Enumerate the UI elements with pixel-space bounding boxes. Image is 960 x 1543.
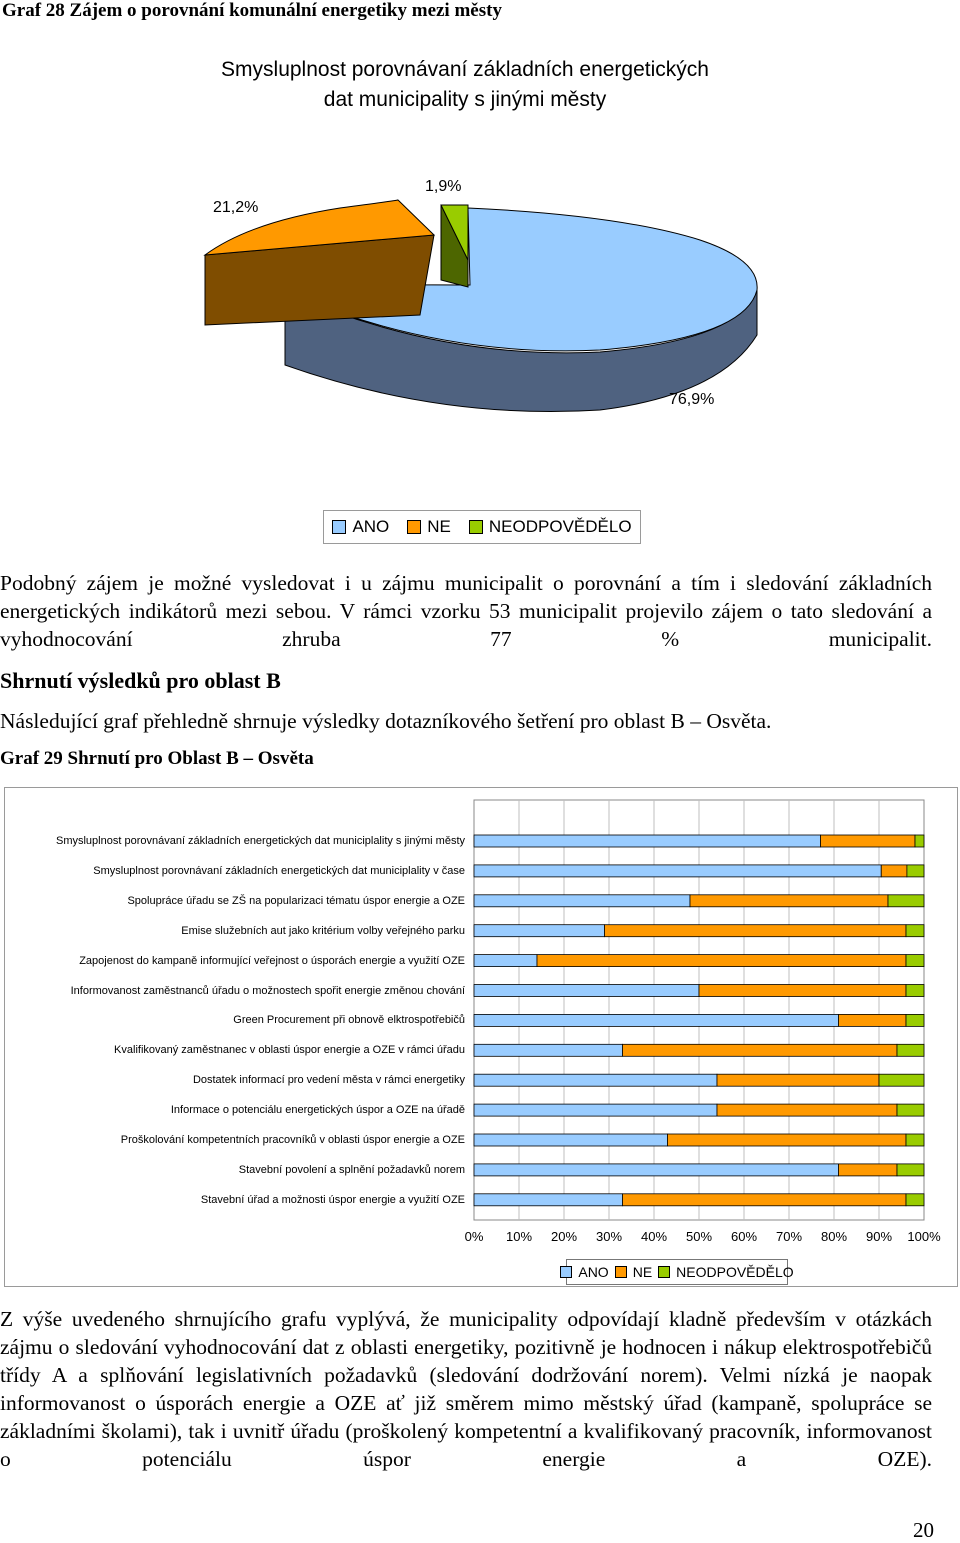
bar-legend-item-neodp [658, 1264, 793, 1280]
pie-label-ne: 21,2% [213, 199, 259, 216]
figure-caption-29: Graf 29 Shrnutí pro Oblast B – Osvěta [0, 748, 314, 769]
x-tick-label: 40% [640, 1229, 668, 1244]
bar-category-label: Smysluplnost porovnávaní základních energetických dat municiplality v čase [93, 864, 465, 877]
x-tick-label: 90% [865, 1229, 893, 1244]
x-tick-label: 100% [907, 1229, 941, 1244]
bar-segment-ano [474, 865, 881, 877]
bar-category-label: Informace o potenciálu energetických úspor a OZE na úřadě [170, 1104, 465, 1117]
bar-segment-ne [717, 1074, 879, 1086]
pie-title-line2: dat municipality s jinými městy [323, 88, 607, 111]
bar-segment-neodp [915, 835, 924, 847]
x-tick-label: 80% [820, 1229, 848, 1244]
bar-segment-neodp [879, 1074, 924, 1086]
bar-category-label: Proškolování kompetentních pracovníků v oblasti úspor energie a OZE [120, 1134, 465, 1146]
bar-segment-ne [690, 895, 888, 907]
bar-category-label: Smysluplnost porovnávaní základních energetických dat municiplality s jinými městy [55, 835, 465, 847]
page-number: 20 [913, 1518, 934, 1542]
bar-segment-neodp [906, 1014, 924, 1026]
bar-segment-ne [668, 1134, 907, 1146]
bar-category-label: Green Procurement při obnově elktrospotřebičů [233, 1014, 465, 1027]
bar-segment-neodp [906, 1134, 924, 1146]
bar-category-label: Kvalifikovaný zaměstnanec v oblasti úspor energie a OZE v rámci úřadu [114, 1044, 465, 1057]
bar-segment-ano [474, 955, 537, 967]
bar-legend-swatch-neodp [658, 1266, 670, 1278]
bar-segment-ne [699, 985, 906, 997]
section-heading: Shrnutí výsledků pro oblast B [0, 668, 281, 693]
bar-legend-label-neodp: NEODPOVĚDĚLO [676, 1264, 794, 1280]
bar-segment-neodp [906, 1194, 924, 1206]
bar-segment-neodp [906, 925, 924, 937]
paragraph-2: Následující graf přehledně shrnuje výsledky dotazníkového šetření pro oblast B – Osvěta. [0, 709, 772, 733]
bar-segment-ne [881, 865, 907, 877]
x-tick-label: 20% [550, 1229, 578, 1244]
bar-category-label: Informovanost zaměstnanců úřadu o možnostech spořit energie změnou chování [70, 984, 465, 997]
legend-label-ne: NE [427, 517, 451, 536]
bar-category-label: Emise služebních aut jako kritérium volby veřejného parku [181, 924, 465, 937]
x-tick-label: 0% [464, 1229, 484, 1244]
paragraph-1: Podobný zájem je možné vysledovat i u zájmu municipalit o porovnání a tím i sledování základních energetických indikátorů mezi sebou. V rámci vzorku 53 municipalit projevilo zájem o tato sledování a vyhodnocování zhruba 77 % municipalit. [0, 571, 932, 651]
pie-label-neodp: 1,9% [425, 178, 462, 195]
bar-legend-swatch-ne [615, 1266, 627, 1278]
legend-label-ano: ANO [352, 517, 390, 536]
bar-segment-neodp [888, 895, 924, 907]
x-tick-label: 50% [685, 1229, 713, 1244]
pie-title-line1: Smysluplnost porovnávaní základních energetických [221, 58, 709, 81]
bar-category-label: Stavební povolení a splnění požadavků norem [238, 1163, 465, 1176]
x-tick-label: 30% [595, 1229, 623, 1244]
bar-segment-ano [474, 835, 821, 847]
bar-category-label: Stavební úřad a možnosti úspor energie a využití OZE [200, 1193, 465, 1206]
bar-segment-ne [623, 1194, 907, 1206]
bar-segment-ne [821, 835, 916, 847]
bar-legend-label-ano: ANO [578, 1264, 609, 1280]
bar-legend-item-ne [615, 1264, 652, 1280]
bar-legend-swatch-ano [560, 1266, 572, 1278]
bar-category-label: Zapojenost do kampaně informující veřejnost o úsporách energie a využití OZE [79, 954, 465, 967]
bar-segment-neodp [897, 1044, 924, 1056]
bar-category-label: Dostatek informací pro vedení města v rámci energetiky [192, 1074, 465, 1087]
bar-segment-ano [474, 1134, 668, 1146]
bar-segment-ano [474, 895, 690, 907]
x-tick-label: 60% [730, 1229, 758, 1244]
bar-segment-neodp [906, 955, 924, 967]
bar-segment-ne [605, 925, 907, 937]
bar-segment-ano [474, 1164, 839, 1176]
bar-segment-ano [474, 925, 605, 937]
x-tick-label: 70% [775, 1229, 803, 1244]
bar-segment-neodp [906, 985, 924, 997]
bar-segment-ne [839, 1164, 898, 1176]
bar-segment-neodp [907, 865, 924, 877]
bar-category-label: Spolupráce úřadu se ZŠ na popularizaci tématu úspor energie a OZE [127, 894, 465, 907]
bar-segment-neodp [897, 1104, 924, 1116]
x-tick-label: 10% [505, 1229, 533, 1244]
legend-label-neodp: NEODPOVĚDĚLO [488, 517, 632, 536]
bar-legend-label-ne: NE [632, 1264, 653, 1280]
pie-label-ano: 76,9% [669, 391, 715, 408]
bar-segment-ne [623, 1044, 898, 1056]
bar-segment-ne [717, 1104, 897, 1116]
bar-segment-ne [537, 955, 906, 967]
paragraph-3: Z výše uvedeného shrnujícího grafu vyplývá, že municipality odpovídají kladně především v otázkách zájmu o sledování vyhodnocování dat z oblasti energetiky, pozitivně je hodnocen i nákup elektrospotřebičů třídy A a splňování legislativních požadavků (sledování dodržování norem). Velmi nízká je naopak informovanost o úsporách energie a OZE ať již směrem mimo městský úřad (kampaně, spolupráce se základními školami), tak i uvnitř úřadu (proškolený kompetentní a kvalifikovaný pracovník, informovanost o potenciálu úspor energie a OZE). [0, 1307, 932, 1471]
bar-segment-ano [474, 1044, 623, 1056]
bar-segment-neodp [897, 1164, 924, 1176]
bar-segment-ne [839, 1014, 907, 1026]
bar-chart-legend [566, 1259, 794, 1285]
figure-caption-28: Graf 28 Zájem o porovnání komunální energetiky mezi městy [2, 0, 502, 21]
bar-segment-ano [474, 1104, 717, 1116]
bar-segment-ano [474, 1074, 717, 1086]
bar-segment-ano [474, 1194, 623, 1206]
bar-segment-ano [474, 1014, 839, 1026]
bar-legend-item-ano [560, 1264, 608, 1280]
bar-segment-ano [474, 985, 699, 997]
